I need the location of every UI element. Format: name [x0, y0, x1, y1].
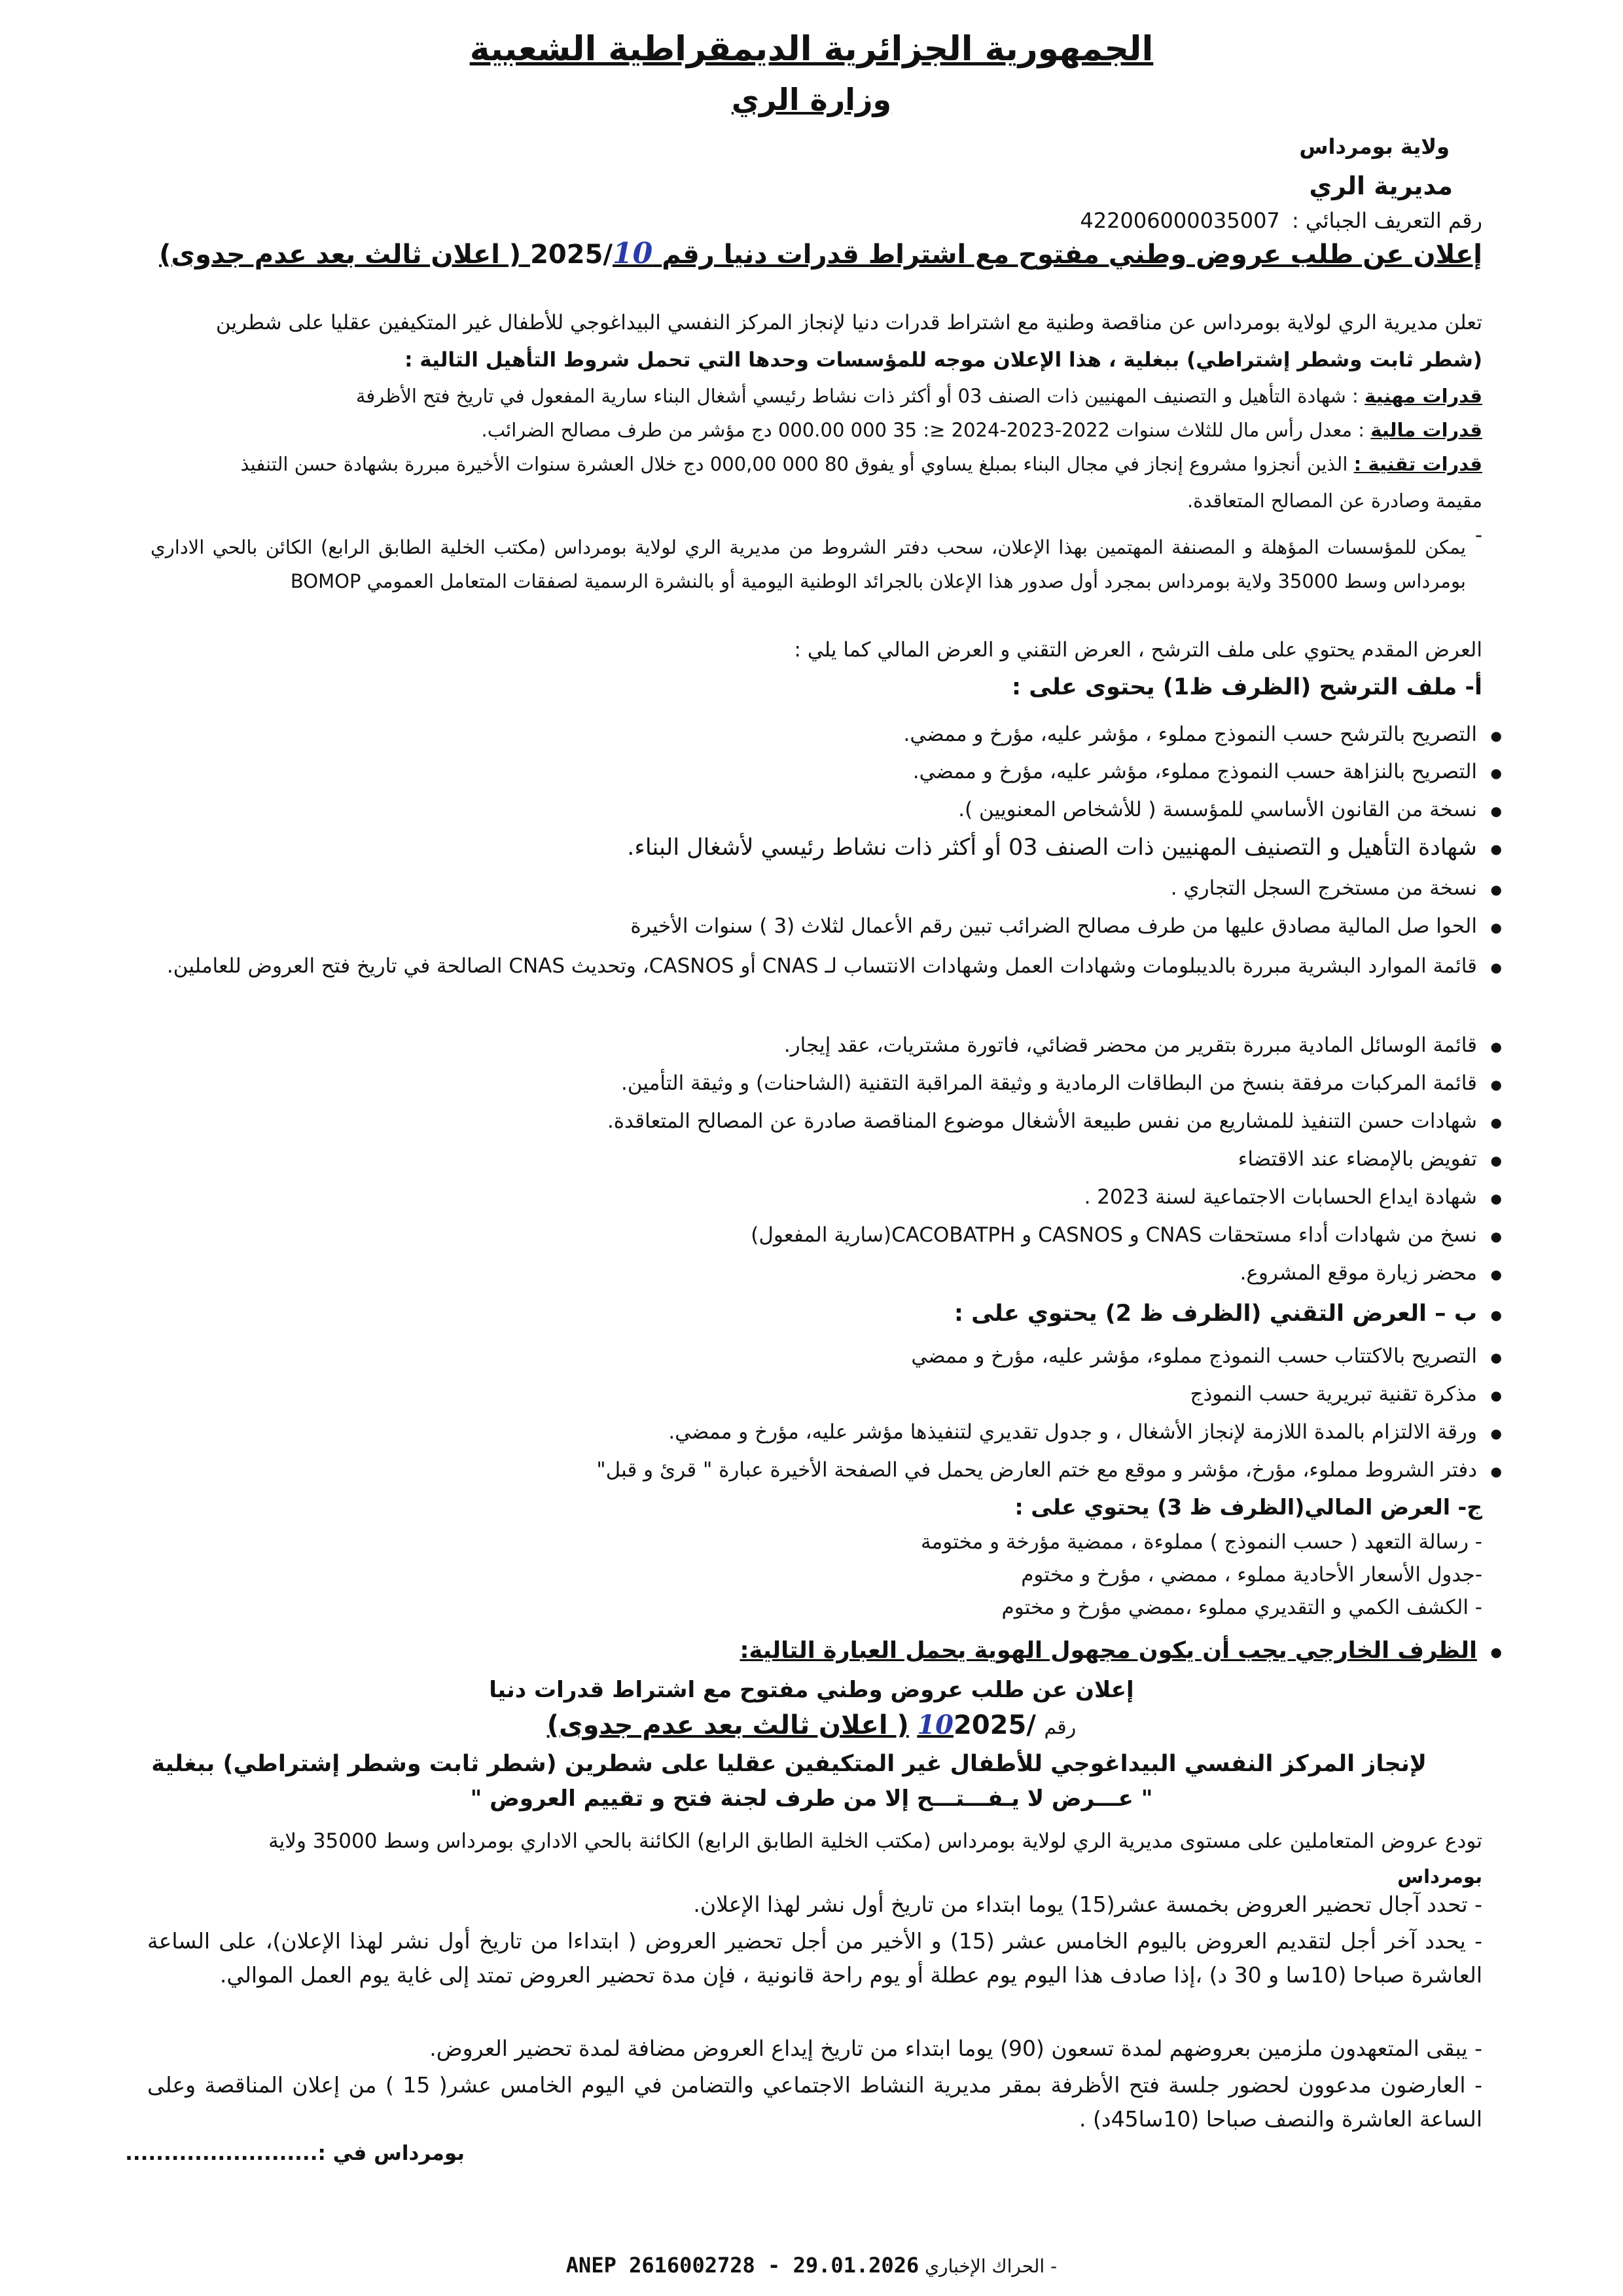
title-prefix: إعلان عن طلب عروض وطني مفتوح مع اشتراط قدرات دنيا رقم: [662, 240, 1482, 270]
financial-capacity-text: : معدل رأس مال للثلاث سنوات 2022-2023-2024 ≤: 35 000 000.00 دج مؤشر من طرف مصالح الضرائب.: [481, 419, 1364, 441]
ministry-title: وزارة الري: [731, 82, 892, 117]
offer-composition: العرض المقدم يحتوي على ملف الترشح ، العرض التقني و العرض المالي كما يلي :: [794, 638, 1482, 662]
list-item: ● شهادة ايداع الحسابات الاجتماعية لسنة 2023 .: [142, 1179, 1502, 1215]
financial-capacity-label: قدرات مالية: [1370, 419, 1482, 441]
title-year: 2025/: [530, 240, 613, 270]
title-number: 10: [613, 237, 653, 270]
list-item: ● الحوا صل المالية مصادق عليها من طرف مصالح الضرائب تبين رقم الأعمال لثلاث (3 ) سنوات الأخيرة: [142, 908, 1502, 944]
envelope-year: 2025/: [953, 1710, 1036, 1740]
list-item: ● التصريح بالاكتتاب حسب النموذج مملوء، مؤشر عليه، مؤرخ و ممضي: [142, 1338, 1502, 1374]
deposit-line-2: بومرداس: [1397, 1865, 1482, 1888]
envelope-number-value: [917, 1710, 1036, 1740]
envelope-hand-number: 10: [917, 1710, 954, 1740]
footer: [0, 2253, 1623, 2278]
title-suffix: ( اعلان ثالث بعد عدم جدوى): [159, 240, 522, 270]
list-item: ● قائمة الوسائل المادية مبررة بتقرير من محضر قضائي، فاتورة مشتريات، عقد إيجار.: [142, 1028, 1502, 1063]
section-a-title: أ- ملف الترشح (الظرف ظ1) يحتوى على :: [1012, 674, 1482, 700]
technical-capacity-label: قدرات تقنية :: [1353, 453, 1482, 475]
announcement-title: [159, 237, 1482, 270]
list-item: ● محضر زيارة موقع المشروع.: [142, 1255, 1502, 1291]
envelope-line-4: " عـــرض لا يـفـــتـــح إلا من طرف لجنة فتح و تقييم العروض ": [470, 1785, 1153, 1812]
envelope-title: ● الظرف الخارجي يجب أن يكون مجهول الهوية يحمل العبارة التالية:: [142, 1633, 1502, 1668]
footer-anep: ANEP 2616002728 - 29.01.2026: [565, 2253, 919, 2278]
list-item: ● نسخة من القانون الأساسي للمؤسسة ( للأشخاص المعنويين ).: [142, 792, 1502, 827]
closing-paragraph-1: - تحدد آجال تحضير العروض بخمسة عشر(15) يوما ابتداء من تاريخ أول نشر لهذا الإعلان.: [693, 1892, 1482, 1917]
withdraw-dash: -: [1474, 524, 1482, 547]
technical-capacity: [240, 453, 1482, 475]
wilaya-label: ولاية بومرداس: [1299, 134, 1450, 159]
list-item: ● شهادة التأهيل و التصنيف المهنيين ذات الصنف 03 أو أكثر ذات نشاط رئيسي لأشغال البناء.: [142, 830, 1502, 865]
list-item: ● نسخ من شهادات أداء مستحقات CNAS و CASNOS و CACOBATPH(سارية المفعول): [142, 1217, 1502, 1253]
closing-paragraph-3: - يبقى المتعهدون ملزمين بعروضهم لمدة تسعون (90) يوما ابتداء من تاريخ إيداع العروض مضافة لمدة تحضير العروض.: [429, 2036, 1482, 2061]
professional-capacity: [356, 385, 1482, 407]
republic-title: الجمهورية الجزائرية الديمقراطية الشعبية: [469, 29, 1154, 69]
closing-paragraph-2: - يحدد آخر أجل لتقديم العروض باليوم الخامس عشر (15) و الأخير من أجل تحضير العروض ( ابتداءا من تاريخ أول نشر لهذا الإعلان)، على الساعة العاشرة صباحا (10سا و 30 د) ،إذا صادف هذا اليوم يوم عطلة أو يوم راحة قانونية ، فإن مدة تحضير العروض تمتد إلى غاية يوم العمل الموالي.: [147, 1928, 1482, 1988]
list-item: - رسالة التعهد ( حسب النموذج ) مملوءة ، ممضية مؤرخة و مختومة: [921, 1530, 1482, 1554]
list-item: ● التصريح بالترشح حسب النموذج مملوء ، مؤشر عليه، مؤرخ و ممضي.: [142, 717, 1502, 752]
professional-capacity-text: : شهادة التأهيل و التصنيف المهنيين ذات الصنف 03 أو أكثر ذات نشاط رئيسي أشغال البناء سارية المفعول في تاريخ فتح الأظرفة: [355, 385, 1359, 407]
list-item: ● قائمة الموارد البشرية مبررة بالديبلومات وشهادات العمل وشهادات الانتساب لـ CNAS أو CASNOS، وتحديث CNAS الصالحة في تاريخ فتح العروض للعاملين.: [142, 946, 1502, 986]
section-c-title: ج- العرض المالي(الظرف ظ 3) يحتوي على :: [1014, 1494, 1482, 1520]
list-item: ● شهادات حسن التنفيذ للمشاريع من نفس طبيعة الأشغال موضوع المناقصة صادرة عن المصالح المتعاقدة.: [142, 1103, 1502, 1139]
signoff: بومرداس في :.........................: [125, 2142, 465, 2165]
tax-id-row: [1080, 208, 1482, 233]
list-item: ● دفتر الشروط مملوء، مؤرخ، مؤشر و موقع مع ختم العارض يحمل في الصفحة الأخيرة عبارة " قرئ و قبل": [142, 1452, 1502, 1488]
section-b-title: ● ب – العرض التقني (الظرف ظ 2) يحتوي على :: [142, 1296, 1502, 1331]
envelope-line-3: لإنجاز المركز النفسي البيداغوجي للأطفال غير المتكيفين عقليا على شطرين (شطر ثابت وشطر إشتراطي) ببغلية: [151, 1751, 1427, 1777]
list-item: ● ورقة الالتزام بالمدة اللازمة لإنجاز الأشغال ، و جدول تقديري لتنفيذها مؤشر عليه، مؤرخ و ممضي.: [142, 1414, 1502, 1450]
closing-paragraph-4: - العارضون مدعوون لحضور جلسة فتح الأظرفة بمقر مديرية النشاط الاجتماعي والتضامن في اليوم الخامس عشر( 15 ) من إعلان المناقصة وعلى الساعة العاشرة والنصف صباحا (10سا45د) .: [147, 2072, 1482, 2132]
deposit-line: تودع عروض المتعاملين على مستوى مديرية الري لولاية بومرداس (مكتب الخلية الطابق الرابع) الكائنة بالحي الاداري بومرداس وسط 35000 ولاية: [268, 1829, 1482, 1853]
envelope-line-1: إعلان عن طلب عروض وطني مفتوح مع اشتراط قدرات دنيا: [489, 1677, 1134, 1703]
technical-capacity-text: الذين أنجزوا مشروع إنجاز في مجال البناء بمبلغ يساوي أو يفوق 80 000 000,00 دج خلال العشرة سنوات الأخيرة مبررة بشهادة حسن التنفيذ: [240, 453, 1348, 475]
list-item: - الكشف الكمي و التقديري مملوء ،ممضي مؤرخ و مختوم: [1001, 1596, 1482, 1619]
list-item: ● مذكرة تقنية تبريرية حسب النموذج: [142, 1376, 1502, 1412]
envelope-number-suffix: ( اعلان ثالث بعد عدم جدوى): [546, 1710, 909, 1740]
list-item: -جدول الأسعار الأحادية مملوء ، ممضي ، مؤرخ و مختوم: [1021, 1563, 1482, 1587]
list-item: ● نسخة من مستخرج السجل التجاري .: [142, 870, 1502, 906]
list-item: ● تفويض بالإمضاء عند الاقتضاء: [142, 1141, 1502, 1177]
withdraw-paragraph: يمكن للمؤسسات المؤهلة و المصنفة المهتمين بهذا الإعلان، سحب دفتر الشروط من مديرية الري لولاية بومرداس (مكتب الخلية الطابق الرابع) الكائن بالحي الاداري بومرداس وسط 35000 ولاية بومرداس بمجرد أول صدور هذا الإعلان بالجرائد الوطنية اليومية أو بالنشرة الرسمية لصفقات المتعامل العمومي BOMOP: [151, 536, 1466, 592]
tax-id-value: 422006000035007: [1080, 208, 1280, 233]
tax-id-label: رقم التعريف الجبائي :: [1291, 208, 1482, 233]
intro-line-1: تعلن مديرية الري لولاية بومرداس عن مناقصة وطنية مع اشتراط قدرات دنيا لإنجاز المركز النفسي البيداغوجي للأطفال غير المتكيفين عقليا على شطرين: [215, 311, 1482, 334]
envelope-number-label: رقم: [1044, 1716, 1077, 1739]
technical-capacity-cont: مقيمة وصادرة عن المصالح المتعاقدة.: [1186, 490, 1482, 512]
list-item: ● قائمة المركبات مرفقة بنسخ من البطاقات الرمادية و وثيقة المراقبة التقنية (الشاحنات) و وثيقة التأمين.: [142, 1066, 1502, 1101]
intro-line-2: (شطر ثابت وشطر إشتراطي) ببغلية ، هذا الإعلان موجه للمؤسسات وحدها التي تحمل شروط التأهيل التالية :: [404, 348, 1482, 372]
list-item: ● التصريح بالنزاهة حسب النموذج مملوء، مؤشر عليه، مؤرخ و ممضي.: [142, 754, 1502, 789]
professional-capacity-label: قدرات مهنية: [1364, 385, 1482, 407]
financial-capacity: [481, 419, 1482, 441]
directorate-label: مديرية الري: [1309, 171, 1453, 200]
footer-paper: - الحراك الإخباري: [925, 2255, 1058, 2277]
envelope-number-line: [393, 1710, 1230, 1740]
